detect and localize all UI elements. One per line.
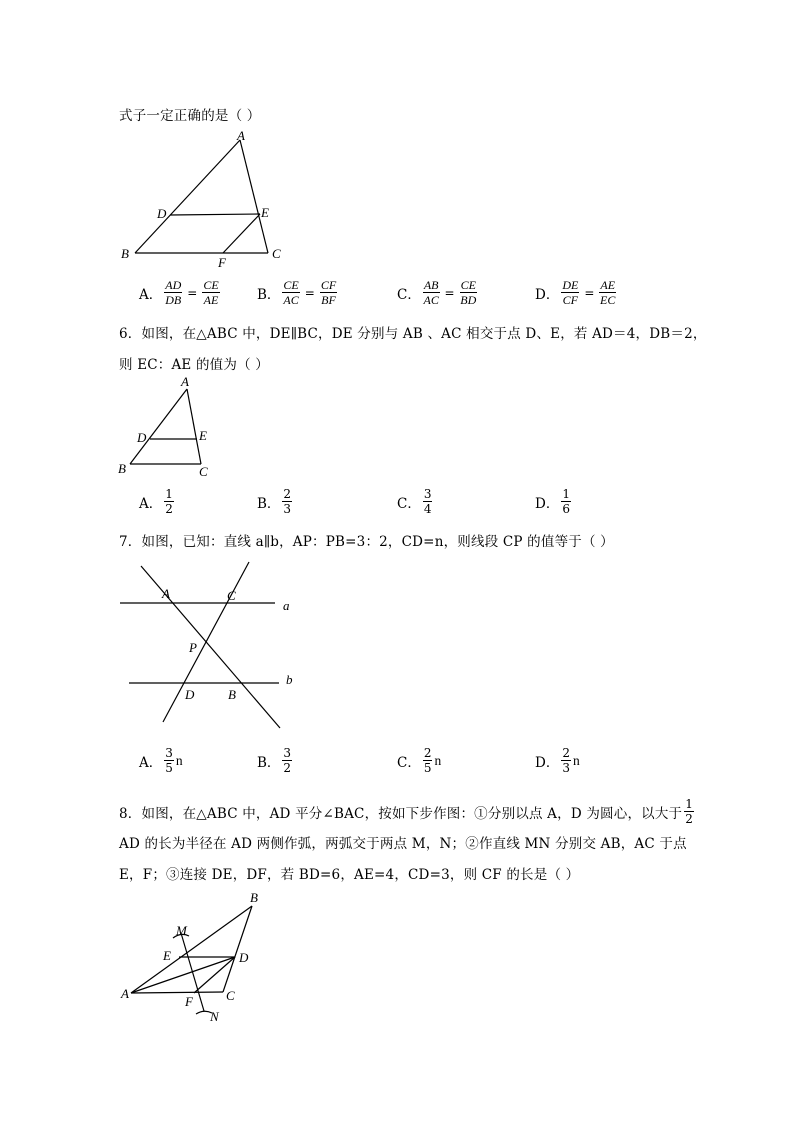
q7-question-line1: 7．如图，已知：直线 a∥b，AP：PB=3：2，CD=n，则线段 CP 的值等于（ ） — [119, 534, 614, 550]
option-letter: A． — [139, 754, 163, 771]
option-letter: D． — [535, 286, 560, 303]
q5-figure — [115, 125, 295, 270]
q7-label-B: B — [228, 687, 236, 702]
q5-option-c[interactable] — [397, 278, 479, 307]
equals-sign: = — [304, 285, 315, 300]
fraction: $\frac{AE}{EC}$ — [600, 278, 616, 307]
fraction: $\frac{CE}{AC}$ — [283, 278, 299, 307]
q7-label-A: A — [162, 586, 170, 601]
option-letter: D． — [535, 495, 560, 512]
equals-sign: = — [584, 285, 595, 300]
q6-label-E: E — [199, 428, 207, 443]
q5-option-d[interactable] — [535, 278, 618, 307]
q5-option-a[interactable] — [139, 278, 222, 307]
fraction: $\frac{2}{5}$ — [423, 746, 432, 775]
equals-sign: = — [444, 285, 455, 300]
option-letter: B． — [257, 495, 281, 512]
q5-label-D: D — [157, 206, 167, 221]
q8-label-D: D — [239, 950, 249, 965]
option-letter: D． — [535, 754, 560, 771]
q5-question-tail: 式子一定正确的是（ ） — [119, 108, 261, 124]
q8-question-line2: AD 的长为半径在 AD 两侧作弧，两弧交于两点 M，N；②作直线 MN 分别交 AB，AC 于点 — [119, 836, 687, 852]
fraction: $\frac{3}{5}$ — [165, 746, 173, 775]
q8-label-F: F — [185, 994, 193, 1009]
q8-figure — [115, 888, 275, 1028]
q5-option-b[interactable] — [257, 278, 339, 307]
equals-sign: = — [187, 285, 198, 300]
q5-diagram — [115, 125, 295, 270]
q8-question-line1 — [119, 797, 696, 826]
q6-option-c[interactable] — [397, 487, 434, 516]
fraction: $\frac{CE}{BD}$ — [460, 278, 477, 307]
option-letter: A． — [139, 286, 163, 303]
q5-label-B: B — [121, 246, 129, 261]
fraction: $\frac{1}{6}$ — [562, 487, 570, 516]
option-suffix: n — [434, 752, 442, 768]
q6-question-line1: 6．如图，在△ABC 中，DE∥BC，DE 分别与 AB 、AC 相交于点 D、E，若 AD＝4，DB＝2， — [119, 326, 707, 342]
option-letter: C． — [397, 495, 421, 512]
q8-line1-text: 8．如图，在△ABC 中，AD 平分∠BAC，按如下步作图：①分别以点 A，D 为圆心，以大于 — [119, 805, 683, 822]
q8-half-fraction: $\frac{1}{2}$ — [685, 797, 694, 826]
q7-label-D: D — [185, 687, 195, 702]
option-letter: C． — [397, 754, 421, 771]
q7-label-b: b — [286, 672, 293, 687]
q8-label-M: M — [176, 923, 187, 938]
q8-diagram — [115, 888, 275, 1028]
fraction: $\frac{3}{4}$ — [423, 487, 432, 516]
q6-label-A: A — [181, 374, 189, 389]
q6-option-a[interactable] — [139, 487, 176, 516]
q6-diagram — [115, 372, 225, 482]
q8-label-N: N — [210, 1009, 219, 1024]
fraction: $\frac{CF}{BF}$ — [320, 278, 337, 307]
q5-label-F: F — [218, 255, 226, 270]
q6-label-B: B — [118, 461, 126, 476]
q6-question-line2: 则 EC：AE 的值为（ ） — [119, 357, 269, 373]
q6-label-D: D — [137, 430, 147, 445]
q5-label-C: C — [272, 246, 281, 261]
fraction: $\frac{1}{2}$ — [165, 487, 173, 516]
q6-figure — [115, 372, 225, 482]
q7-label-a: a — [283, 598, 290, 613]
option-letter: B． — [257, 286, 281, 303]
fraction: $\frac{3}{2}$ — [283, 746, 292, 775]
q8-question-line3: E，F；③连接 DE，DF，若 BD=6，AE=4，CD=3，则 CF 的长是（ ） — [119, 867, 580, 883]
q7-option-c[interactable] — [397, 746, 441, 775]
q6-option-b[interactable] — [257, 487, 294, 516]
option-letter: A． — [139, 495, 163, 512]
q7-option-b[interactable] — [257, 746, 294, 775]
q6-label-C: C — [199, 464, 208, 479]
fraction: $\frac{AB}{AC}$ — [423, 278, 439, 307]
option-letter: B． — [257, 754, 281, 771]
fraction: $\frac{2}{3}$ — [283, 487, 292, 516]
fraction: $\frac{DE}{CF}$ — [562, 278, 579, 307]
q5-label-E: E — [261, 205, 269, 220]
option-suffix: n — [175, 752, 183, 768]
q8-label-B: B — [250, 890, 258, 905]
q5-label-A: A — [237, 128, 245, 143]
fraction: $\frac{2}{3}$ — [562, 746, 570, 775]
q8-label-C: C — [226, 988, 235, 1003]
fraction: $\frac{AD}{DB}$ — [165, 278, 182, 307]
q7-option-d[interactable] — [535, 746, 580, 775]
q7-option-a[interactable] — [139, 746, 183, 775]
fraction: $\frac{CE}{AE}$ — [203, 278, 219, 307]
q7-figure — [115, 560, 305, 730]
option-letter: C． — [397, 286, 421, 303]
q8-label-E: E — [163, 948, 171, 963]
option-suffix: n — [572, 752, 580, 768]
q7-diagram — [115, 560, 305, 730]
q8-label-A: A — [121, 986, 129, 1001]
q6-option-d[interactable] — [535, 487, 573, 516]
q7-label-P: P — [189, 640, 197, 655]
q7-label-C: C — [227, 588, 236, 603]
